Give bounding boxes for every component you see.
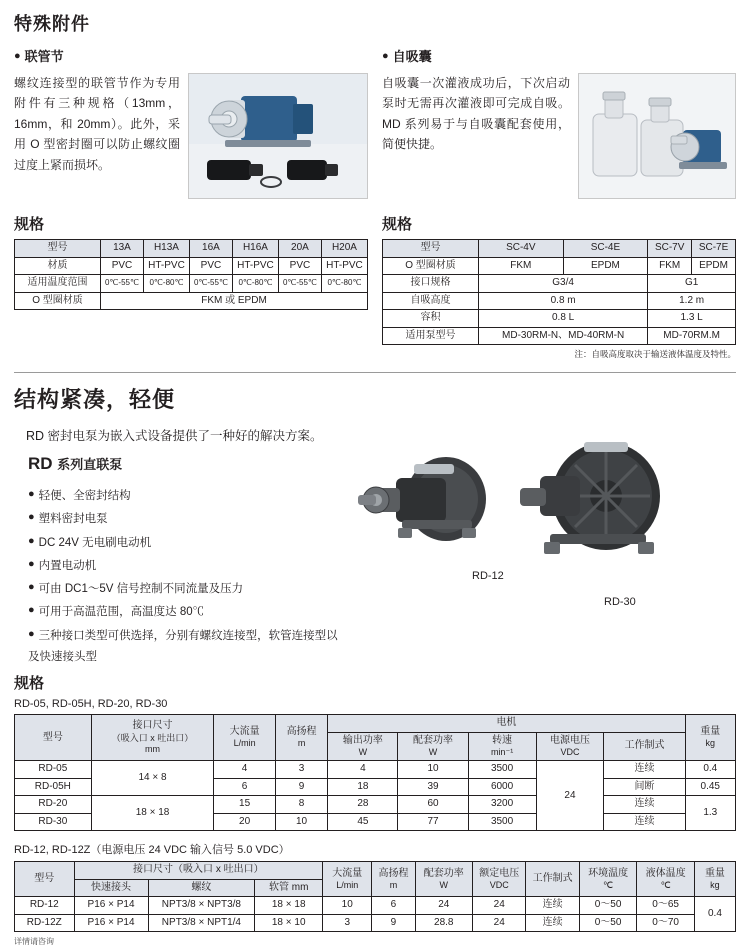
th-flow-main: 大流量 [332,867,363,879]
cell-out: 28 [328,796,398,814]
th-duty: 工作制式 [526,862,579,897]
th-port-unit: mm [145,744,161,754]
table-header-row [15,862,736,880]
cell-flow: 6 [214,778,275,796]
cell-out: 45 [328,813,398,831]
cell-model: RD-30 [15,813,92,831]
cell-model-0: SC-4V [479,240,564,258]
th-flow-unit: L/min [336,880,359,890]
cell-temp-5: 0℃-80℃ [321,275,367,293]
th-amb-temp-unit: ℃ [603,880,614,890]
row-label-port: 接口规格 [383,275,479,293]
table-row [383,327,736,345]
rd-series-sub: 系列直联泵 [57,457,123,472]
section1-columns [14,46,736,360]
photo-self-priming-tank [578,73,736,199]
cell-weight: 0.4 [694,897,735,932]
cell-duty: 连续 [604,796,685,814]
cell-duty: 间断 [604,778,685,796]
bullet-dot-icon: ● [28,511,35,524]
rd-series-heading [28,454,344,474]
rd-lead-text: RD 密封电泵为嵌入式设备提供了一种好的解决方案。 [26,429,323,443]
th-weight-unit: kg [710,880,720,890]
th-weight [685,715,735,761]
th-port-main: 接口尺寸 [132,720,173,732]
th-flow-main: 大流量 [229,725,260,737]
left-heading: ● 联管节 [14,49,64,64]
th-speed-main: 转速 [492,734,513,746]
cell-match: 60 [398,796,468,814]
rd-section [14,424,736,668]
table-left-title: 规格 [14,216,45,233]
cell-amb: 0～50 [579,914,637,932]
cell-volume-0: 0.8 L [479,310,648,328]
row-label-suction: 自吸高度 [383,292,479,310]
bullet-dot-icon: ● [28,604,35,617]
cell-voltage: 24 [536,761,604,831]
cell-amb: 0～50 [579,897,637,915]
th-head [372,862,415,897]
cell-oring-0: FKM [479,257,564,275]
th-match-power-unit: W [428,747,438,758]
cell-duty: 连续 [526,914,579,932]
bullet-dot-icon: ● [28,534,35,547]
th-head [275,715,328,761]
cell-model-5: H20A [321,240,367,258]
cell-out: 18 [328,778,398,796]
cell-out: 4 [328,761,398,779]
photo-coupling [188,73,368,199]
cell-flow: 15 [214,796,275,814]
cell-thread: NPT3/8 × NPT3/8 [148,897,255,915]
cell-model-3: H16A [232,240,278,258]
cell-model: RD-05H [15,778,92,796]
row-label-model: 型号 [383,240,479,258]
footer-note: 详情请咨询 [14,937,54,947]
cell-material-5: HT-PVC [321,257,367,275]
list-item: ● 可用于高温范围，高温度达 80℃ [28,604,205,619]
cell-head: 9 [372,914,415,932]
cell-flow: 3 [323,914,372,932]
list-item: ● 可由 DC1～5V 信号控制不同流量及压力 [28,581,244,596]
cell-quick: P16 × P14 [74,914,148,932]
spec-main-title: 规格 [14,675,45,693]
row-label-oring: O 型圈材质 [15,292,101,310]
table-rd12-spec [14,861,736,932]
table-row [383,240,736,258]
th-flow [323,862,372,897]
right-text-photo-block [382,73,736,199]
cell-model-2: SC-7V [648,240,692,258]
cell-match: 39 [398,778,468,796]
cell-temp-2: 0℃-55℃ [189,275,232,293]
th-weight-unit: kg [705,738,716,749]
row-label-temp: 适用温度范围 [15,275,101,293]
cell-duty: 连续 [604,813,685,831]
cell-flow: 4 [214,761,275,779]
cell-model: RD-20 [15,796,92,814]
th-motor-group: 电机 [328,715,685,733]
bullet-dot-icon: ● [14,50,21,62]
cell-liq: 0～70 [637,914,695,932]
list-item: ● 塑料密封电泵 [28,511,108,526]
th-match-power-main: 配套功率 [423,867,464,879]
th-liq-temp [637,862,695,897]
rd-left-column [14,424,344,668]
row-label-material: 材质 [15,257,101,275]
th-flow-unit: L/min [233,738,256,749]
th-quick: 快速接头 [74,879,148,897]
cell-speed: 3200 [468,796,536,814]
cell-port: 14 × 8 [91,761,214,796]
table-row [15,914,736,932]
caption-rd12: RD-12 [472,570,504,582]
th-head-main: 高扬程 [378,867,409,879]
table-self-priming-spec [382,239,736,345]
th-head-unit: m [389,880,398,890]
th-match-power [398,732,468,761]
th-voltage [536,732,604,761]
section-divider [14,372,736,373]
th-hose: 软管 mm [255,879,323,897]
table-row [15,292,368,310]
cell-material-0: PVC [101,257,144,275]
th-match-power [415,862,473,897]
section1-title: 特殊附件 [14,14,90,34]
cell-model: RD-05 [15,761,92,779]
cell-model-4: 20A [278,240,321,258]
caption-rd30: RD-30 [604,596,636,608]
cell-match: 10 [398,761,468,779]
cell-voltage: 24 [473,914,526,932]
cell-port-1: G1 [648,275,736,293]
row-label-volume: 容积 [383,310,479,328]
cell-weight: 0.45 [685,778,735,796]
table-right-note: 注：自吸高度取决于输送液体温度及特性。 [574,349,736,359]
cell-temp-3: 0℃-80℃ [232,275,278,293]
cell-hose: 18 × 18 [255,897,323,915]
right-paragraph: 自吸囊一次灌液成功后，下次启动泵时无需再次灌液即可完成自吸。MD 系列易于与自吸囊配套使用，简便快捷。 [382,76,570,152]
list-item: ● 内置电动机 [28,557,97,572]
cell-material-1: HT-PVC [143,257,189,275]
th-amb-temp-main: 环境温度 [588,867,629,879]
table-header-row [15,715,736,733]
bullet-dot-icon: ● [28,557,35,570]
section1-right-column [382,46,736,360]
cell-match: 77 [398,813,468,831]
cell-model-3: SC-7E [692,240,736,258]
table-row [383,275,736,293]
th-rated-voltage-main: 额定电压 [479,867,520,879]
pump-rd30-illustration [514,432,684,572]
cell-match: 28.8 [415,914,473,932]
rd-feature-list [28,484,344,668]
th-port-sub: （吸入口 x 吐出口） [111,732,194,743]
cell-port: 18 × 18 [91,796,214,831]
rd-right-images [354,424,736,614]
table-row [15,240,368,258]
th-duty: 工作制式 [604,732,685,761]
th-weight-main: 重量 [704,867,725,879]
th-port-group: 接口尺寸（吸入口 x 吐出口） [74,862,323,880]
rd-series-title: RD [28,454,53,473]
cell-quick: P16 × P14 [74,897,148,915]
right-heading: ● 自吸囊 [382,49,432,64]
th-match-power-unit: W [439,880,449,890]
table-row [15,897,736,915]
table-row [15,275,368,293]
cell-material-2: PVC [189,257,232,275]
cell-speed: 6000 [468,778,536,796]
cell-material-3: HT-PVC [232,257,278,275]
cell-oring-2: FKM [648,257,692,275]
table-row [383,292,736,310]
cell-thread: NPT3/8 × NPT1/4 [148,914,255,932]
cell-liq: 0～65 [637,897,695,915]
th-weight-main: 重量 [700,725,721,737]
cell-match: 24 [415,897,473,915]
pump-rd12-illustration [354,444,504,564]
th-out-power [328,732,398,761]
section2-title: 结构紧凑，轻便 [14,387,176,412]
cell-model: RD-12Z [15,914,75,932]
cell-head: 10 [275,813,328,831]
cell-model-1: H13A [143,240,189,258]
cell-head: 6 [372,897,415,915]
cell-oring-all: FKM 或 EPDM [101,292,368,310]
th-liq-temp-main: 液体温度 [645,867,686,879]
cell-head: 8 [275,796,328,814]
table-coupling-spec [14,239,368,310]
bullet-dot-icon: ● [28,488,35,500]
left-paragraph: 螺纹连接型的联管节作为专用附件有三种规格（13mm，16mm，和 20mm）。此外，采用 O 型密封圈可以防止螺纹圈过度上紧而损坏。 [14,76,180,172]
bullet-dot-icon: ● [28,627,35,640]
table-row [383,257,736,275]
list-item: ● 三种接口类型可供选择，分别有螺纹连接型，软管连接型以及快速接头型 [28,627,338,663]
th-match-power-main: 配套功率 [413,734,454,746]
list-item: ● DC 24V 无电刷电动机 [28,534,152,549]
row-label-applicable: 适用泵型号 [383,327,479,345]
table-right-title: 规格 [382,216,413,233]
th-speed [468,732,536,761]
th-liq-temp-unit: ℃ [660,880,671,890]
row-label-oring: O 型圈材质 [383,257,479,275]
cell-hose: 18 × 10 [255,914,323,932]
table-row [15,761,736,779]
table-row [15,796,736,814]
self-priming-tank-illustration [579,74,736,199]
th-flow [214,715,275,761]
cell-temp-0: 0℃-55℃ [101,275,144,293]
coupling-photo-illustration [189,74,368,199]
cell-applicable-1: MD-70RM.M [648,327,736,345]
table-rd-main-spec [14,714,736,831]
cell-material-4: PVC [278,257,321,275]
th-thread: 螺纹 [148,879,255,897]
cell-oring-3: EPDM [692,257,736,275]
cell-model-2: 16A [189,240,232,258]
th-amb-temp [579,862,637,897]
cell-oring-1: EPDM [563,257,648,275]
cell-model-1: SC-4E [563,240,648,258]
spec-main-subtitle: RD-05, RD-05H, RD-20, RD-30 [14,698,168,711]
cell-duty: 连续 [526,897,579,915]
left-text-photo-block [14,73,368,199]
th-port [91,715,214,761]
th-rated-voltage-unit: VDC [489,880,509,890]
cell-temp-1: 0℃-80℃ [143,275,189,293]
cell-suction-1: 1.2 m [648,292,736,310]
cell-model-0: 13A [101,240,144,258]
cell-flow: 20 [214,813,275,831]
list-item: ● 轻便、全密封结构 [28,488,131,502]
th-voltage-main: 电源电压 [549,734,590,746]
th-head-main: 高扬程 [286,725,317,737]
cell-voltage: 24 [473,897,526,915]
bullet-dot-icon: ● [28,581,35,594]
cell-weight: 0.4 [685,761,735,779]
table-row [383,310,736,328]
bullet-dot-icon: ● [382,50,389,62]
cell-flow: 10 [323,897,372,915]
th-out-power-main: 输出功率 [342,734,383,746]
cell-weight: 1.3 [685,796,735,831]
cell-model: RD-12 [15,897,75,915]
row-label-model: 型号 [15,240,101,258]
cell-head: 3 [275,761,328,779]
cell-speed: 3500 [468,813,536,831]
th-model: 型号 [15,715,92,761]
th-voltage-unit: VDC [560,747,580,758]
cell-temp-4: 0℃-55℃ [278,275,321,293]
cell-speed: 3500 [468,761,536,779]
cell-duty: 连续 [604,761,685,779]
cell-port-0: G3/4 [479,275,648,293]
cell-volume-1: 1.3 L [648,310,736,328]
cell-head: 9 [275,778,328,796]
th-rated-voltage [473,862,526,897]
section1-left-column [14,46,368,360]
cell-suction-0: 0.8 m [479,292,648,310]
table-row [15,257,368,275]
th-speed-unit: min⁻¹ [490,747,514,758]
th-head-unit: m [297,738,306,749]
th-out-power-unit: W [358,747,368,758]
cell-applicable-0: MD-30RM-N、MD-40RM-N [479,327,648,345]
th-weight [694,862,735,897]
th-model: 型号 [15,862,75,897]
spec-second-title: RD-12, RD-12Z（电源电压 24 VDC 输入信号 5.0 VDC） [14,844,290,857]
